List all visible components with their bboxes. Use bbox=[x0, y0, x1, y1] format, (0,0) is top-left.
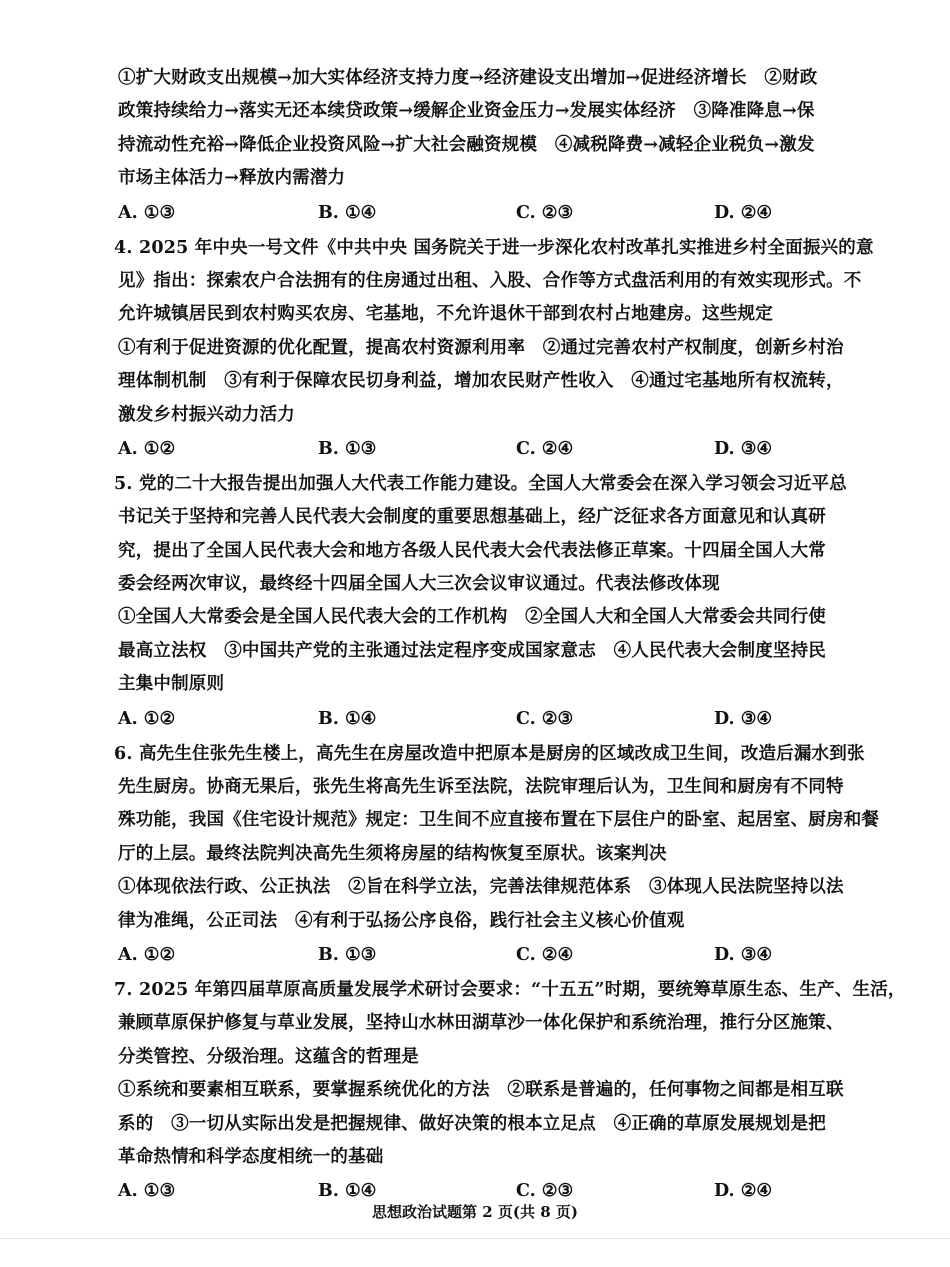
question-4-block bbox=[114, 232, 874, 466]
question-6-option-a: A. ①② bbox=[118, 944, 176, 965]
question-3-block bbox=[118, 62, 853, 230]
question-4-statement-line: ①有利于促进资源的优化配置，提高农村资源利用率 ②通过完善农村产权制度，创新乡村治 bbox=[118, 337, 844, 358]
question-5-option-a: A. ①② bbox=[118, 708, 176, 729]
question-3-options bbox=[118, 196, 853, 230]
question-6-options bbox=[118, 938, 853, 972]
question-6-stem-line: 殊功能，我国《住宅设计规范》规定：卫生间不应直接布置在下层住户的卧室、起居室、厨房和餐 bbox=[118, 810, 880, 831]
question-6-stem-line: 厅的上层。最终法院判决高先生须将房屋的结构恢复至原状。该案判决 bbox=[118, 843, 667, 864]
question-5-options bbox=[118, 702, 853, 736]
question-4-statement-line: 激发乡村振兴动力活力 bbox=[118, 404, 295, 425]
question-3-statement-line: ①扩大财政支出规模→加大实体经济支持力度→经济建设支出增加→促进经济增长 ②财政 bbox=[118, 68, 818, 88]
question-3-option-c: C. ②③ bbox=[516, 202, 574, 223]
question-5-statement-line: 主集中制原则 bbox=[118, 674, 225, 695]
page-content bbox=[114, 62, 906, 1210]
question-6-option-d: D. ③④ bbox=[714, 944, 773, 965]
question-6-option-c: C. ②④ bbox=[516, 944, 574, 965]
question-4-stem-line: 4. 2025 年中央一号文件《中共中央 国务院关于进一步深化农村改革扎实推进乡村全面振兴的意 bbox=[114, 237, 874, 258]
question-7-statement-line: 革命热情和科学态度相统一的基础 bbox=[118, 1146, 384, 1167]
question-5-statement-line: ①全国人大常委会是全国人民代表大会的工作机构 ②全国人大和全国人大常委会共同行使 bbox=[118, 607, 826, 628]
question-7-stem-line: 兼顾草原保护修复与草业发展，坚持山水林田湖草沙一体化保护和系统治理，推行分区施策、 bbox=[118, 1013, 844, 1034]
question-7-option-a: A. ①③ bbox=[118, 1181, 176, 1202]
question-5-option-b: B. ①④ bbox=[318, 708, 377, 729]
question-5-stem-line: 委会经两次审议，最终经十四届全国人大三次会议审议通过。代表法修改体现 bbox=[118, 574, 720, 595]
page-footer: 思想政治试题第 2 页(共 8 页) bbox=[372, 1203, 578, 1221]
question-4-stem-line: 允许城镇居民到农村购买农房、宅基地，不允许退休干部到农村占地建房。这些规定 bbox=[118, 304, 773, 325]
question-3-option-b: B. ①④ bbox=[318, 202, 377, 223]
question-6-block bbox=[114, 738, 880, 972]
question-5-stem-line: 究，提出了全国人民代表大会和地方各级人民代表大会代表法修正草案。十四届全国人大常 bbox=[118, 540, 826, 561]
question-4-options bbox=[118, 432, 853, 466]
question-6-stem-line: 6. 高先生住张先生楼上，高先生在房屋改造中把原本是厨房的区域改成卫生间，改造后漏水到张 bbox=[114, 743, 865, 764]
question-3-option-d: D. ②④ bbox=[714, 202, 773, 223]
bottom-divider bbox=[0, 1238, 950, 1239]
question-6-stem-line: 先生厨房。协商无果后，张先生将高先生诉至法院，法院审理后认为，卫生间和厨房有不同特 bbox=[118, 777, 844, 798]
question-4-option-c: C. ②④ bbox=[516, 438, 574, 459]
question-3-statement-line: 市场主体活力→释放内需潜力 bbox=[118, 168, 346, 189]
question-6-statement-line: 律为准绳，公正司法 ④有利于弘扬公序良俗，践行社会主义核心价值观 bbox=[118, 910, 685, 931]
question-7-statement-line: 系的 ③一切从实际出发是把握规律、做好决策的根本立足点 ④正确的草原发展规划是把 bbox=[118, 1113, 826, 1134]
question-4-option-b: B. ①③ bbox=[318, 438, 377, 459]
question-3-statement-line: 政策持续给力→落实无还本续贷政策→缓解企业资金压力→发展实体经济 ③降准降息→保 bbox=[118, 101, 815, 122]
question-5-option-d: D. ③④ bbox=[714, 708, 773, 729]
question-7-stem-line: 7. 2025 年第四届草原高质量发展学术研讨会要求：“十五五”时期，要统筹草原生态、生产、生活， bbox=[114, 979, 906, 1000]
question-5-stem-line: 5. 党的二十大报告提出加强人大代表工作能力建设。全国人大常委会在深入学习领会习近平总 bbox=[114, 473, 847, 494]
question-5-block bbox=[114, 468, 853, 736]
question-7-option-d: D. ②④ bbox=[714, 1181, 773, 1202]
question-7-option-b: B. ①④ bbox=[318, 1181, 377, 1202]
question-4-statement-line: 理体制机制 ③有利于保障农民切身利益，增加农民财产性收入 ④通过宅基地所有权流转， bbox=[118, 371, 844, 392]
question-3-option-a: A. ①③ bbox=[118, 202, 176, 223]
question-5-stem-line: 书记关于坚持和完善人民代表大会制度的重要思想基础上，经广泛征求各方面意见和认真研 bbox=[118, 507, 826, 528]
question-4-option-d: D. ③④ bbox=[714, 438, 773, 459]
question-7-stem-line: 分类管控、分级治理。这蕴含的哲理是 bbox=[118, 1046, 419, 1067]
question-4-option-a: A. ①② bbox=[118, 438, 176, 459]
question-7-option-c: C. ②③ bbox=[516, 1181, 574, 1202]
question-3-statement-line: 持流动性充裕→降低企业投资风险→扩大社会融资规模 ④减税降费→减轻企业税负→激发 bbox=[118, 134, 815, 155]
question-4-stem-line: 见》指出：探索农户合法拥有的住房通过出租、入股、合作等方式盘活利用的有效实现形式。不 bbox=[118, 270, 862, 291]
question-6-statement-line: ①体现依法行政、公正执法 ②旨在科学立法，完善法律规范体系 ③体现人民法院坚持以法 bbox=[118, 877, 844, 898]
question-6-option-b: B. ①③ bbox=[318, 944, 377, 965]
question-7-block bbox=[114, 974, 906, 1208]
question-5-option-c: C. ②③ bbox=[516, 708, 574, 729]
question-7-statement-line: ①系统和要素相互联系，要掌握系统优化的方法 ②联系是普遍的，任何事物之间都是相互联 bbox=[118, 1080, 844, 1101]
question-5-statement-line: 最高立法权 ③中国共产党的主张通过法定程序变成国家意志 ④人民代表大会制度坚持民 bbox=[118, 640, 826, 661]
